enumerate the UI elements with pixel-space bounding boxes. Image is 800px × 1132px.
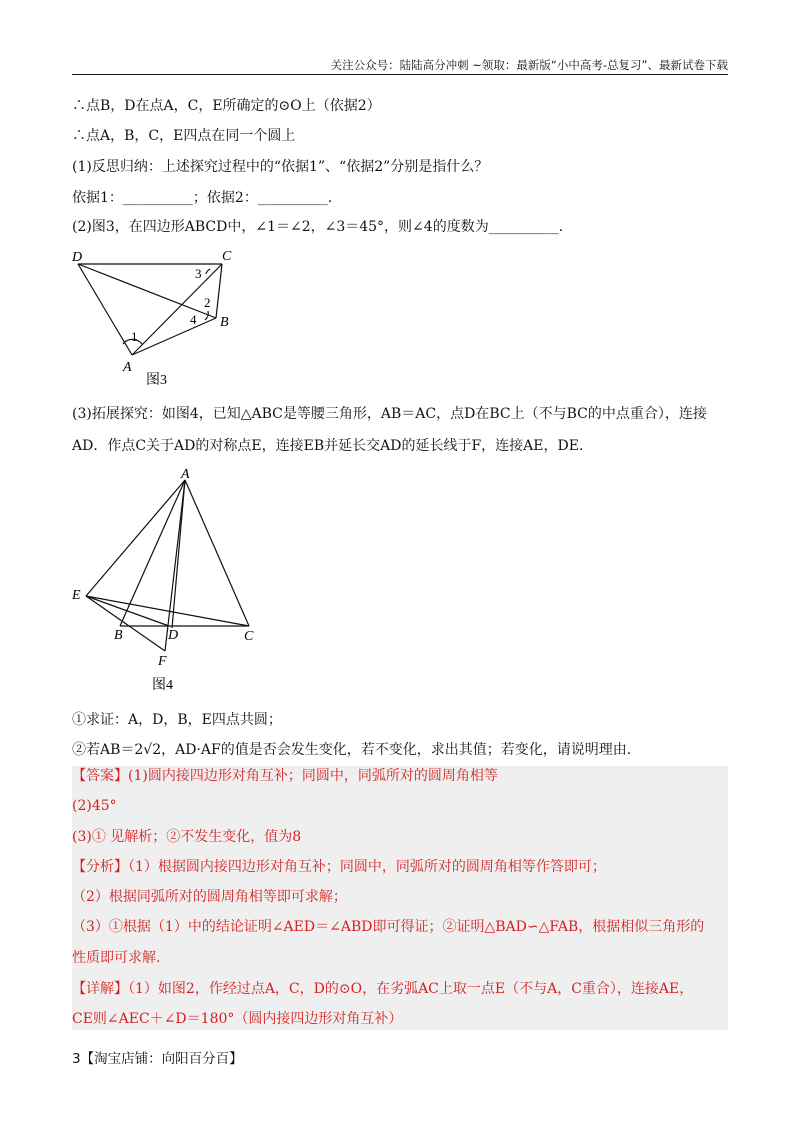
question-3-part-2: ②若AB＝2√2，AD·AF的值是否会发生变化，若不变化，求出其值；若变化，请说明理由. [72,742,632,758]
answer-line-1 [72,766,728,786]
fig4-label-c: C [244,629,254,644]
figure-4 [66,468,266,693]
detail-line-2: CE则∠AEC＋∠D＝180°（圆内接四边形对角互补） [72,1011,403,1027]
header-rule [72,74,728,75]
figure-3 [66,244,246,394]
fig3-label-a: A [123,360,132,375]
fig3-angle-2: 2 [204,295,211,310]
fig3-caption: 图3 [146,373,167,388]
question-2: (2)图3，在四边形ABCD中，∠1＝∠2，∠3＝45°，则∠4的度数为__________. [72,219,564,235]
fig3-label-c: C [222,249,232,264]
answer-tag: 【答案】 [72,768,128,784]
fig4-label-d: D [168,628,179,643]
analysis-line-4: 性质即可求解. [72,950,161,966]
analysis-line-1 [72,857,728,877]
question-1-blanks: 依据1：__________；依据2：__________. [72,190,333,206]
analysis-line-3: （3）①根据（1）中的结论证明∠AED＝∠ABD即可得证；②证明△BAD∽△FAB，根据相似三角形的 [72,919,705,935]
answer-line-3: (3)① 见解析；②不发生变化，值为8 [72,829,302,845]
text-line-1: ∴点B，D在点A，C，E所确定的⊙O上（依据2） [72,98,381,114]
detail-line-1 [72,979,728,999]
question-3-part-1: ①求证：A，D，B，E四点共圆； [72,712,282,728]
fig4-label-b: B [114,628,123,643]
analysis-tag: 【分析】 [72,859,128,875]
fig4-label-a: A [181,468,190,482]
fig3-angle-1: 1 [131,329,138,344]
fig4-label-f: F [158,654,167,669]
answer-line-2: (2)45° [72,798,117,814]
analysis-line-2: （2）根据同弧所对的圆周角相等即可求解； [72,889,347,905]
fig3-label-d: D [72,250,83,265]
text-line-2: ∴点A，B，C，E四点在同一个圆上 [72,128,296,144]
fig4-caption: 图4 [152,678,173,693]
fig3-angle-4: 4 [190,312,197,327]
question-1: (1)反思归纳：上述探究过程中的“依据1”、“依据2”分别是指什么？ [72,159,489,175]
fig4-label-e: E [72,588,81,603]
fig3-angle-3: 3 [195,266,202,281]
answer-text-1: (1)圆内接四边形对角互补；同圆中，同弧所对的圆周角相等 [128,768,498,784]
analysis-text-1: （1）根据圆内接四边形对角互补；同圆中，同弧所对的圆周角相等作答即可； [128,859,606,875]
detail-text-1: （1）如图2，作经过点A，C，D的⊙O，在劣弧AC上取一点E（不与A，C重合），连接AE， [128,981,694,997]
question-3: (3)拓展探究：如图4，已知△ABC是等腰三角形，AB＝AC，点D在BC上（不与BC的中点重合），连接 [72,406,707,422]
page-header: 关注公众号：陆陆高分冲刺 ~领取：最新版“小中高考-总复习”、最新试卷下载 [330,58,728,72]
fig3-label-b: B [220,315,229,330]
question-3-cont: AD．作点C关于AD的对称点E，连接EB并延长交AD的延长线于F，连接AE，DE. [72,438,584,454]
detail-tag: 【详解】 [72,981,128,997]
page-footer: 3【淘宝店铺：向阳百分百】 [72,1051,243,1067]
